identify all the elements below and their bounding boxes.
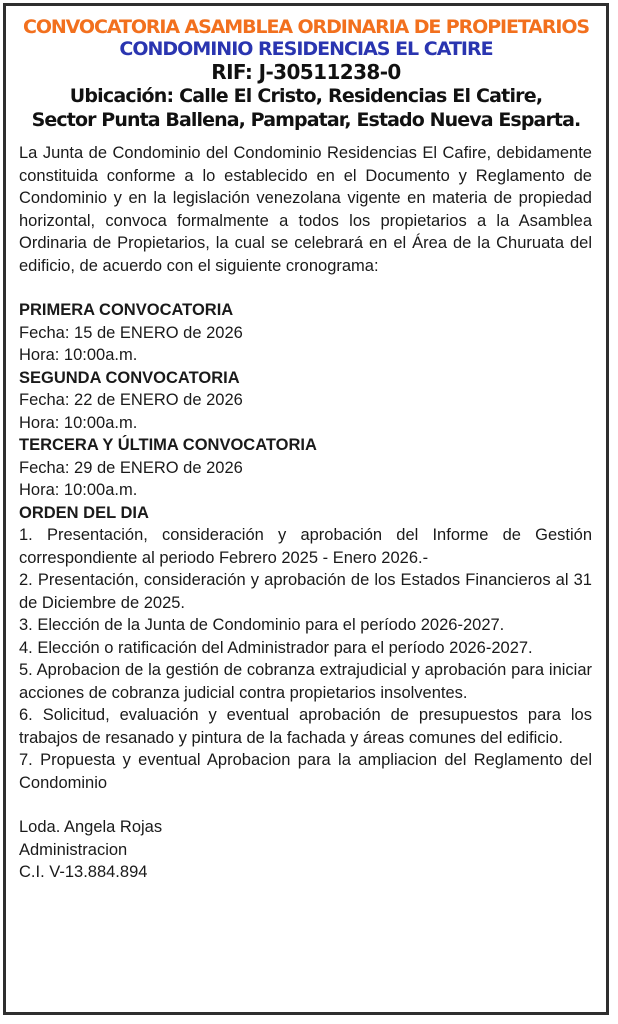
header-title: CONVOCATORIA ASAMBLEA ORDINARIA DE PROPIETARIOS	[22, 16, 590, 38]
convocatoria-3-date: Fecha: 29 de ENERO de 2026	[19, 458, 243, 477]
agenda-item: 5. Aprobacion de la gestión de cobranza extrajudicial y aprobación para iniciar acciones de cobranza judicial contra propietarios insolventes.	[19, 661, 592, 702]
convocatoria-1-date: Fecha: 15 de ENERO de 2026	[19, 323, 243, 342]
agenda-item: 7. Propuesta y eventual Aprobacion para la ampliacion del Reglamento del Condominio	[19, 751, 592, 792]
convocatoria-1-title: PRIMERA CONVOCATORIA	[19, 301, 234, 319]
header-rif: RIF: J-30511238-0	[211, 60, 401, 84]
agenda-item: 6. Solicitud, evaluación y eventual aprobación de presupuestos para los trabajos de resanado y pintura de la fachada y áreas comunes del edificio.	[19, 706, 592, 747]
intro-paragraph: La Junta de Condominio del Condominio Residencias El Cafire, debidamente constituida conforme a lo establecido en el Documento y Reglamento de Condominio y en la legislación venezolana vigente en materia de propiedad horizontal, convoca formalmente a todos los propietarios a la Asamblea Ordinaria de Propietarios, la cual se celebrará en el Área de la Churuata del edificio, de acuerdo con el siguiente cronograma:	[19, 144, 592, 275]
header-location-2: Sector Punta Ballena, Pampatar, Estado Nueva Esparta.	[31, 109, 581, 131]
signature-name: Loda. Angela Rojas	[19, 818, 163, 836]
agenda-item: 4. Elección o ratificación del Administrador para el período 2026-2027.	[19, 638, 533, 657]
notice-frame	[3, 3, 609, 1015]
header-condominium: CONDOMINIO RESIDENCIAS EL CATIRE	[119, 38, 493, 60]
convocatoria-3-title: TERCERA Y ÚLTIMA CONVOCATORIA	[19, 436, 317, 454]
convocatoria-2-date: Fecha: 22 de ENERO de 2026	[19, 391, 243, 409]
header-location-1: Ubicación: Calle El Cristo, Residencias El Catire,	[69, 85, 543, 107]
signature-role: Administracion	[19, 840, 128, 859]
signature-id: C.I. V-13.884.894	[19, 863, 148, 881]
agenda-item: 1. Presentación, consideración y aprobación del Informe de Gestión correspondiente al periodo Febrero 2025 - Enero 2026.-	[19, 526, 592, 567]
convocatoria-1-time: Hora: 10:00a.m.	[19, 346, 138, 364]
notice-body	[6, 132, 606, 884]
convocatoria-2-title: SEGUNDA CONVOCATORIA	[19, 368, 240, 387]
signature-block	[19, 816, 592, 884]
convocatoria-3-time: Hora: 10:00a.m.	[19, 481, 138, 499]
agenda-item: 3. Elección de la Junta de Condominio para el período 2026-2027.	[19, 616, 505, 634]
agenda-title: ORDEN DEL DIA	[19, 503, 149, 522]
notice-header	[6, 6, 606, 132]
agenda-item: 2. Presentación, consideración y aprobación de los Estados Financieros al 31 de Diciembre de 2025.	[19, 571, 592, 612]
convocatoria-2-time: Hora: 10:00a.m.	[19, 413, 138, 432]
